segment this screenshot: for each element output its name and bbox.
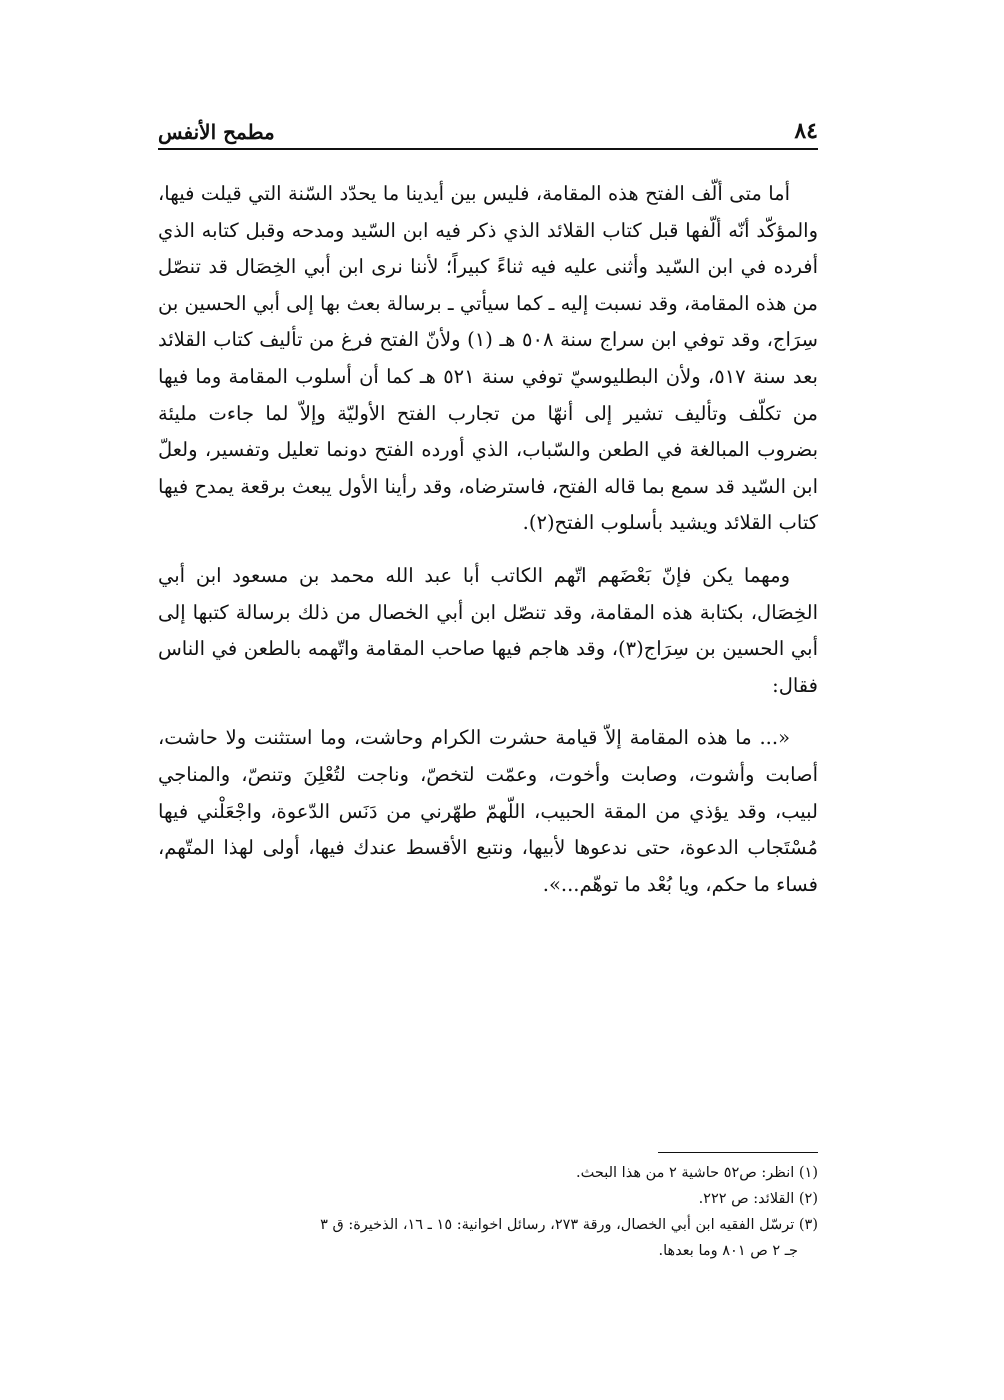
body-text xyxy=(158,176,818,903)
footnote-2: (٢) القلائد: ص ٢٢٢. xyxy=(698,1191,818,1207)
running-title: مطمح الأنفس xyxy=(158,120,275,144)
footnotes xyxy=(158,1160,818,1264)
footnote-3: (٣) ترسّل الفقيه ابن أبي الخصال، ورقة ٢٧٣، رسائل اخوانية: ١٥ ـ ١٦، الذخيرة: ق ٣ xyxy=(320,1217,818,1233)
paragraph-1: أما متى ألّف الفتح هذه المقامة، فليس بين أيدينا ما يحدّد السّنة التي قيلت فيها، والمؤكّد أنّه ألّفها قبل كتاب القلائد الذي ذكر فيه ابن السّيد ومدحه وقبل كتابه الذي أفرده في ابن السّيد وأثنى عليه فيه ثناءً كبيراً؛ لأننا نرى ابن أبي الخِصَال قد تنصّل من هذه المقامة، وقد نسبت إليه ـ كما سيأتي ـ برسالة بعث بها إلى أبي الحسين بن سِرَاج، وقد توفي ابن سراج سنة ٥٠٨ هـ (١) ولأنّ الفتح فرغ من تأليف كتاب القلائد بعد سنة ٥١٧، ولأن البطليوسيّ توفي سنة ٥٢١ هـ كما أن أسلوب المقامة وما فيها من تكلّف وتأليف تشير إلى أنهّا من تجارب الفتح الأوليّة وإلاّ لما جاءت مليئة بضروب المبالغة في الطعن والسّباب، الذي أورده الفتح دونما تعليل وتفسير، ولعلّ ابن السّيد قد سمع بما قاله الفتح، فاسترضاه، وقد رأينا الأول يبعث برقعة يمدح فيها كتاب القلائد ويشيد بأسلوب الفتح(٢). xyxy=(158,182,818,535)
paragraph-2: ومهما يكن فإنّ بَعْضَهم اتّهم الكاتب أبا عبد الله محمد بن مسعود ابن أبي الخِصَال، بكتابة هذه المقامة، وقد تنصّل ابن أبي الخصال من ذلك برسالة كتبها إلى أبي الحسين بن سِرَاج(٣)، وقد هاجم فيها صاحب المقامة واتّهمه بالطعن في الناس فقال: xyxy=(158,563,818,697)
footnote-1: (١) انظر: ص٥٢ حاشية ٢ من هذا البحث. xyxy=(576,1165,818,1181)
quote-paragraph: «... ما هذه المقامة إلاّ قيامة حشرت الكرام وحاشت، وما استثنت ولا حاشت، أصابت وأشوت، وصابت وأخوت، وعمّت لتخصّ، وناجت لتُعْلِنَ وتنصّ، والمناجي لبيب، وقد يؤذي من المقة الحبيب، اللّهمّ طهّرني من دَنَس الدّعوة، واجْعَلْني فيها مُسْتَجاب الدعوة، حتى ندعوها لأبيها، ونتبع الأقسط عندك فيها، أولى لهذا المتّهم، فساء ما حكم، ويا بُعْد ما توهّم...». xyxy=(158,726,818,896)
footnote-divider xyxy=(658,1152,818,1153)
page-header xyxy=(158,112,818,150)
page-number: ٨٤ xyxy=(794,118,818,144)
footnote-3-continuation: جـ ٢ ص ٨٠١ وما بعدها. xyxy=(658,1243,798,1259)
